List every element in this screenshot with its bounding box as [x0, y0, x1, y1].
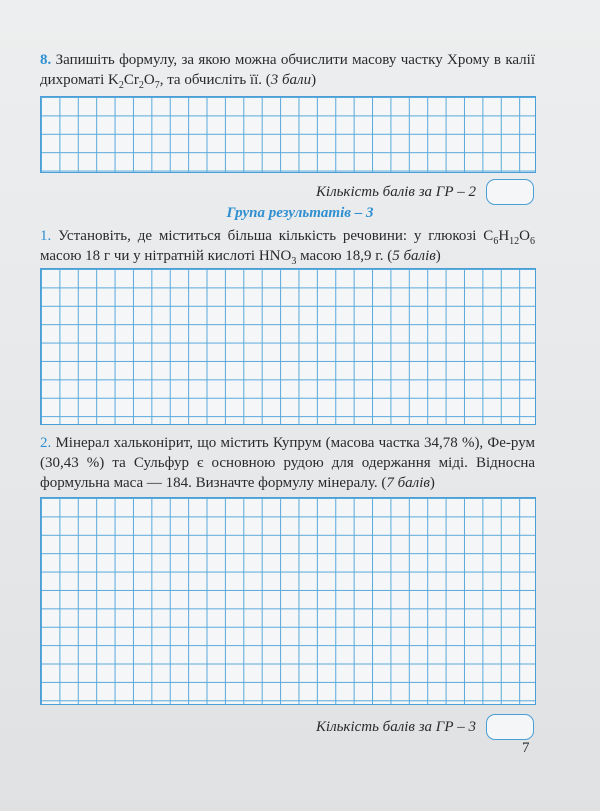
score-label-gr3: Кількість балів за ГР – 3 [315, 718, 476, 735]
task-2-number: 2. [40, 435, 52, 451]
task-2-points: 7 балів [386, 475, 430, 491]
answer-grid-task-8[interactable] [40, 96, 536, 173]
answer-grid-task-1[interactable] [40, 268, 536, 425]
group-3-title: Група результатів – 3 [226, 205, 374, 221]
task-8-points: 3 бали [270, 72, 312, 88]
task-8: 8. Запишіть формулу, за якою можна обчислити масову частку Хрому в калії дихроматі $K_2Cr_2O_7$, та обчисліть її. (3 бали) [40, 52, 535, 91]
score-row-gr3 [316, 714, 534, 740]
task-8-number: 8. [40, 52, 52, 68]
page-number: 7 [522, 740, 530, 756]
task-1-number: 1. [40, 228, 52, 244]
score-box-gr3[interactable] [486, 714, 534, 740]
task-1: 1. Установіть, де міститься більша кількість речовини: у глюкозі $C_6H_{12}O_6$ масою 18 г чи у нітратній кислоті $HNO_3$ масою 18,9 г. (5 балів) [40, 228, 535, 267]
task-2: 2. Мінерал хальконірит, що містить Купрум (масова частка 34,78 %), Фе-рум (30,43 %) та Сульфур є основною рудою для одержання міді. Відносна формульна маса — 184. Визначте формулу мінералу. (7 балів) [40, 435, 535, 491]
task-1-points: 5 балів [392, 248, 436, 264]
score-box-gr2[interactable] [486, 179, 534, 205]
score-row-gr2 [316, 179, 534, 205]
answer-grid-task-2[interactable] [40, 497, 536, 705]
score-label-gr2: Кількість балів за ГР – 2 [315, 183, 476, 200]
